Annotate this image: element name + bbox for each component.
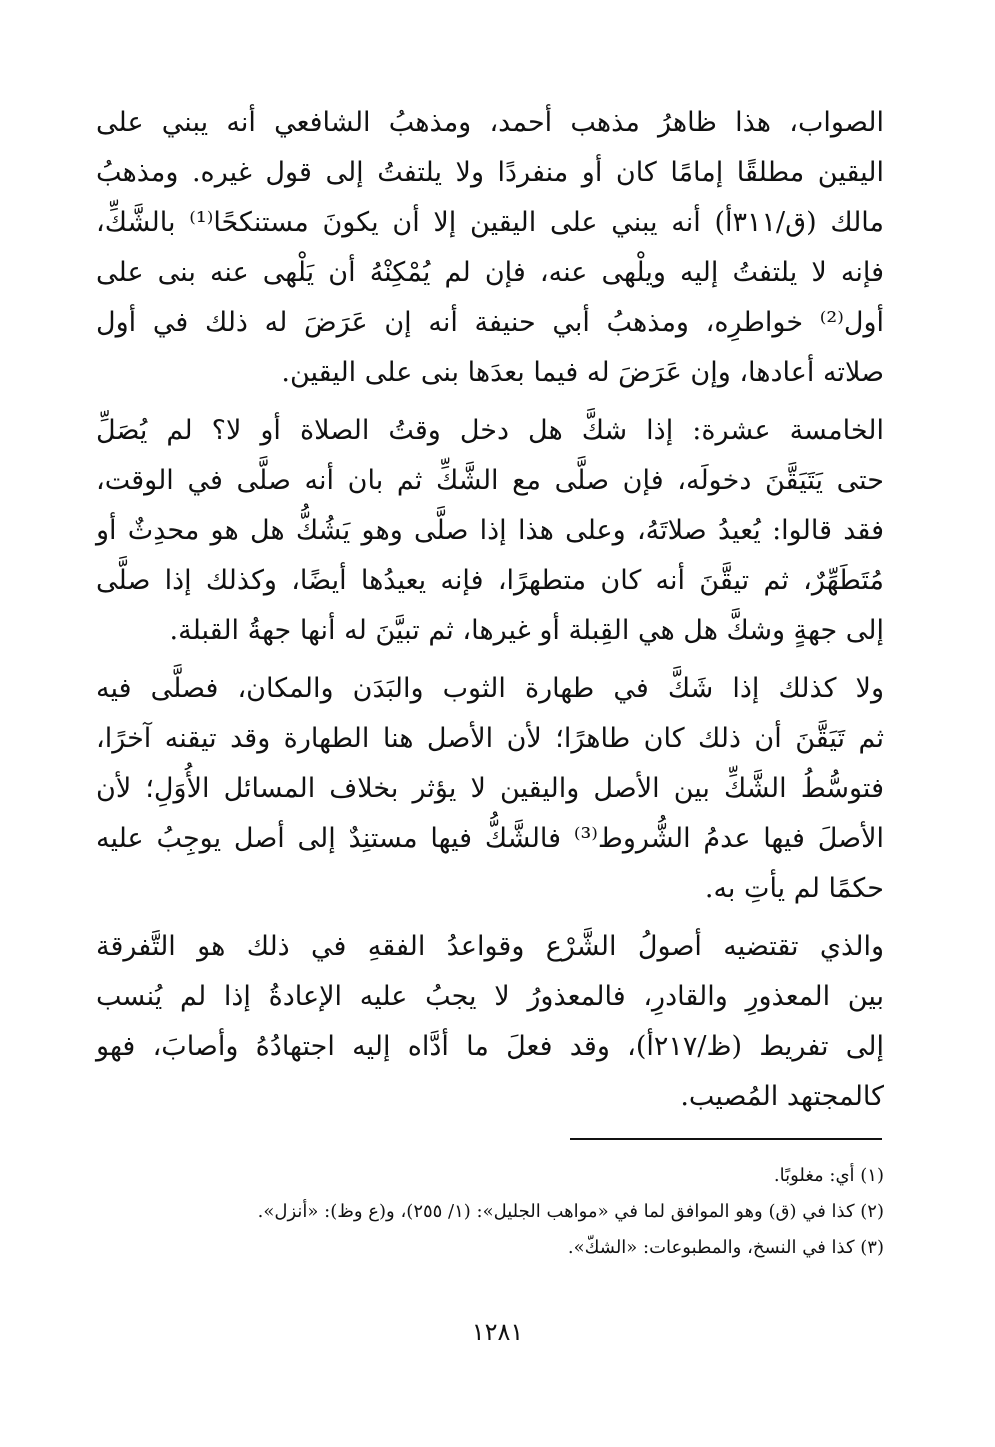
text-line: إلى تفريط (ظ/٢١٧أ)، وقد فعلَ ما أدَّاه إليه اجتهادُهُ وأصابَ، فهو [96, 1031, 884, 1062]
footnotes [96, 1158, 884, 1266]
text-line: كالمجتهد المُصيب. [680, 1081, 884, 1112]
text-line: حكمًا لم يأتِ به. [704, 873, 884, 904]
text-line: ثم تَيَقَّنَ أن ذلك كان طاهرًا؛ لأن الأصل هنا الطهارة وقد تيقنه آخرًا، [96, 723, 884, 754]
text-line: فتوسُّطُ الشَّكِّ بين الأصل واليقين لا يؤثر بخلاف المسائل الأُوَلِ؛ لأن [96, 773, 884, 804]
text-line: فقد قالوا: يُعيدُ صلاتَهُ، وعلى هذا إذا صلَّى وهو يَشُكُّ هل هو محدِثٌ أو [96, 515, 884, 546]
text-line: اليقين مطلقًا إمامًا كان أو منفردًا ولا يلتفتُ إلى قول غيره. ومذهبُ [96, 157, 884, 188]
paragraph-4 [96, 922, 884, 1122]
text-line: بين المعذورِ والقادرِ، فالمعذورُ لا يجبُ عليه الإعادةُ إذا لم يُنسب [96, 981, 884, 1012]
footnote-divider [570, 1138, 882, 1140]
text-line: فإنه لا يلتفتُ إليه ويلْهى عنه، فإن لم يُمْكِنْهُ أن يَلْهى عنه بنى على [96, 257, 884, 288]
text-line: الخامسة عشرة: إذا شكَّ هل دخل وقتُ الصلاة أو لا؟ لم يُصَلِّ [96, 415, 884, 446]
text-line: ولا كذلك إذا شَكَّ في طهارة الثوب والبَدَن والمكان، فصلَّى فيه [96, 673, 884, 704]
text-line: صلاته أعادها، وإن عَرَضَ له فيما بعدَها بنى على اليقين. [281, 357, 884, 388]
text-line: والذي تقتضيه أصولُ الشَّرْع وقواعدُ الفقهِ في ذلك هو التَّفرقة [96, 931, 884, 962]
footnote-2: (٢) كذا في (ق) وهو الموافق لما في «مواهب الجليل»: (١/ ٢٥٥)، و(ع وظ): «أنزل». [257, 1201, 884, 1222]
main-text [96, 98, 884, 1130]
paragraph-3 [96, 664, 884, 914]
text-line: أول⁽²⁾ خواطرِه، ومذهبُ أبي حنيفة أنه إن عَرَضَ له ذلك في أول [96, 307, 884, 338]
page-number: ١٢٨١ [471, 1318, 524, 1346]
paragraph-1 [96, 98, 884, 398]
footnote-3: (٣) كذا في النسخ، والمطبوعات: «الشكّ». [567, 1237, 884, 1258]
text-line: إلى جهةٍ وشكَّ هل هي القِبلة أو غيرها، ثم تبيَّنَ له أنها جهةُ القبلة. [169, 615, 884, 646]
text-line: مالك (ق/٣١١أ) أنه يبني على اليقين إلا أن يكونَ مستنكحًا⁽¹⁾ بالشَّكِّ، [96, 207, 884, 238]
paragraph-2 [96, 406, 884, 656]
footnote-1: (١) أي: مغلوبًا. [773, 1165, 884, 1186]
text-line: حتى يَتَيَقَّنَ دخولَه، فإن صلَّى مع الشَّكِّ ثم بان أنه صلَّى في الوقت، [96, 465, 884, 496]
text-line: مُتَطَهِّرٌ، ثم تيقَّنَ أنه كان متطهرًا، فإنه يعيدُها أيضًا، وكذلك إذا صلَّى [96, 565, 884, 596]
text-line: الأصلَ فيها عدمُ الشُّروط⁽³⁾ فالشَّكُّ فيها مستنِدٌ إلى أصل يوجِبُ عليه [96, 823, 884, 854]
text-line: الصواب، هذا ظاهرُ مذهب أحمد، ومذهبُ الشافعي أنه يبني على [96, 107, 884, 138]
